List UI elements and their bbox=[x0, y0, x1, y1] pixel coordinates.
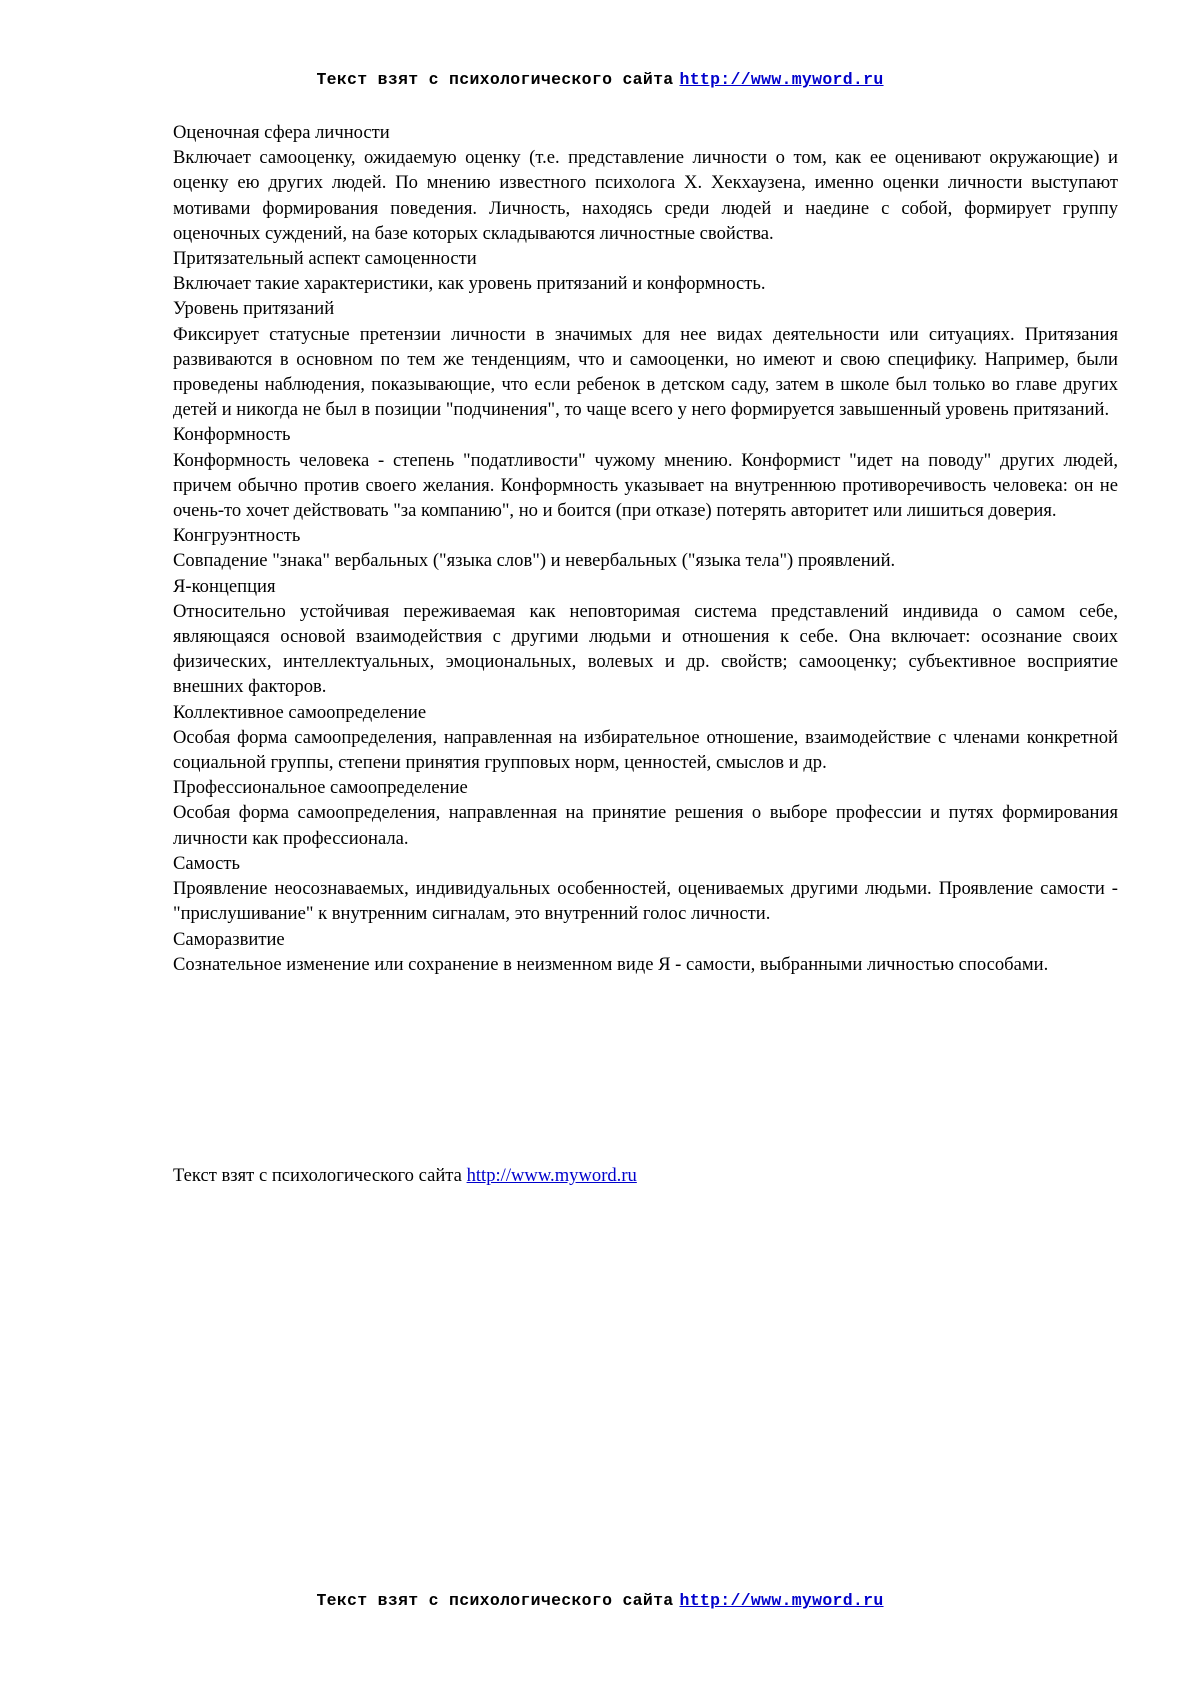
section-heading: Притязательный аспект самоценности bbox=[173, 248, 477, 270]
header-link[interactable]: http://www.myword.ru bbox=[679, 70, 884, 89]
section-heading: Конгруэнтность bbox=[173, 525, 301, 547]
section-heading: Оценочная сфера личности bbox=[173, 122, 390, 143]
section-paragraph: Включает такие характеристики, как уровень притязаний и конформность. bbox=[173, 273, 766, 295]
page-header bbox=[0, 70, 1200, 89]
section-paragraph: Особая форма самоопределения, направленная на принятие решения о выборе профессии и путях формирования личности как профессионала. bbox=[173, 802, 1118, 849]
section-heading: Коллективное самоопределение bbox=[173, 701, 427, 723]
section-paragraph: Конформность человека - степень "податливости" чужому мнению. Конформист "идет на поводу" других людей, причем обычно против своего желания. Конформность указывает на внутреннюю противоречивость человека: он не очень-то хочет действовать "за компанию", но и боится (при отказе) потерять авторитет или лишиться доверия. bbox=[173, 449, 1118, 522]
section-paragraph: Относительно устойчивая переживаемая как неповторимая система представлений индивида о самом себе, являющаяся основой взаимодействия с другими людьми и отношения к себе. Она включает: осознание своих физических, интеллектуальных, эмоциональных, волевых и др. свойств; самооценку; субъективное восприятие внешних факторов. bbox=[173, 600, 1118, 698]
source-note-link[interactable]: http://www.myword.ru bbox=[466, 1165, 637, 1186]
header-text: Текст взят с психологического сайта bbox=[316, 70, 674, 89]
footer-text: Текст взят с психологического сайта bbox=[316, 1591, 674, 1610]
section-heading: Конформность bbox=[173, 424, 291, 446]
section-paragraph: Совпадение "знака" вербальных ("языка слов") и невербальных ("языка тела") проявлений. bbox=[173, 550, 896, 572]
source-note-text: Текст взят с психологического сайта bbox=[173, 1165, 462, 1186]
section-paragraph: Сознательное изменение или сохранение в неизменном виде Я - самости, выбранными личностью способами. bbox=[173, 953, 1049, 975]
section-paragraph: Включает самооценку, ожидаемую оценку (т.е. представление личности о том, как ее оценивают окружающие) и оценку ею других людей. По мнению известного психолога Х. Хекхаузена, именно оценки личности выступают мотивами формирования поведения. Личность, находясь среди людей и наедине с собой, формирует группу оценочных суждений, на базе которых складываются личностные свойства. bbox=[173, 147, 1118, 244]
footer-link[interactable]: http://www.myword.ru bbox=[679, 1591, 884, 1610]
section-heading: Я-концепция bbox=[173, 575, 276, 597]
section-heading: Самость bbox=[173, 852, 241, 874]
document-body bbox=[173, 120, 1118, 977]
section-paragraph: Особая форма самоопределения, направленная на избирательное отношение, взаимодействие с членами конкретной социальной группы, степени принятия групповых норм, ценностей, смыслов и др. bbox=[173, 726, 1118, 774]
source-note bbox=[173, 1163, 637, 1188]
section-paragraph: Проявление неосознаваемых, индивидуальных особенностей, оцениваемых другими людьми. Проявление самости - "прислушивание" к внутренним сигналам, это внутренний голос личности. bbox=[173, 878, 1118, 925]
section-heading: Профессиональное самоопределение bbox=[173, 777, 468, 799]
section-heading: Уровень притязаний bbox=[173, 298, 335, 320]
section-paragraph: Фиксирует статусные претензии личности в значимых для нее видах деятельности или ситуациях. Притязания развиваются в основном по тем же тенденциям, что и самооценки, но имеют и свою специфику. Например, были проведены наблюдения, показывающие, что если ребенок в детском саду, затем в школе был только во главе других детей и никогда не был в позиции "подчинения", то чаще всего у него формируется завышенный уровень притязаний. bbox=[173, 323, 1118, 421]
page-footer bbox=[0, 1591, 1200, 1610]
section-heading: Саморазвитие bbox=[173, 928, 285, 950]
